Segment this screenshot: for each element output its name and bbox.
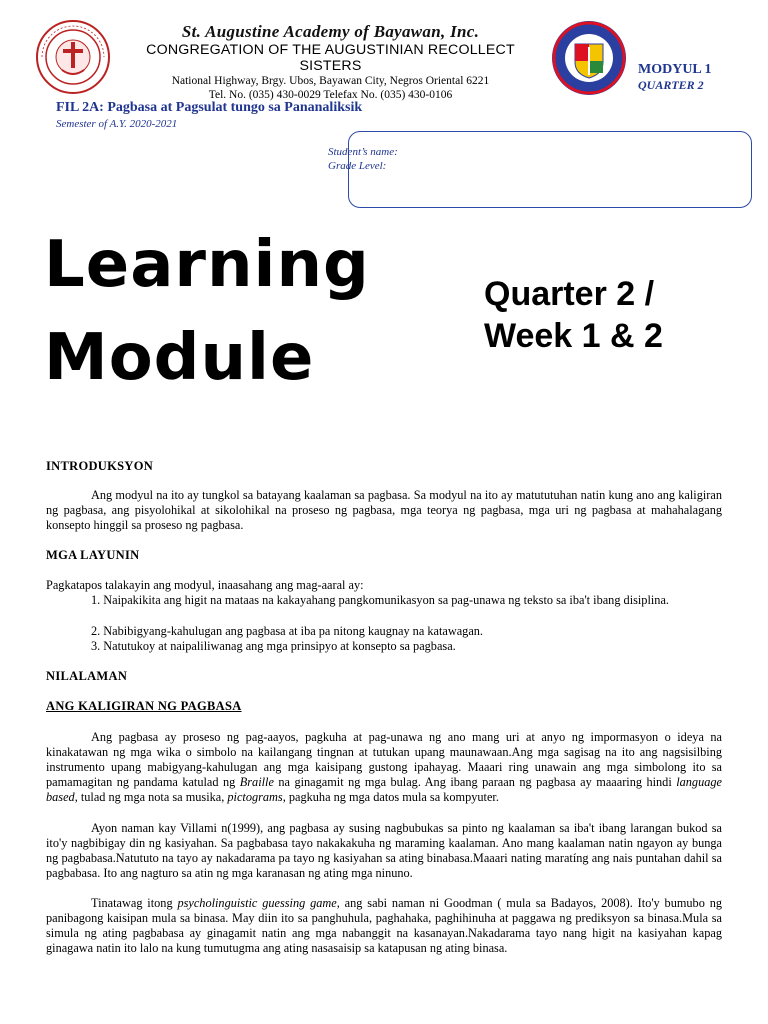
body-paragraph-1 [46, 730, 722, 805]
objective-item: 3. Natutukoy at naipaliliwanag ang mga prinsipyo at konsepto sa pagbasa. [91, 639, 456, 653]
objectives-heading: MGA LAYUNIN [46, 548, 140, 562]
title-module: Module [44, 321, 315, 395]
objective-item: 2. Nabibigyang-kahulugan ang pagbasa at iba pa nitong kaugnay na katawagan. [91, 624, 484, 638]
p1-text: na ginagamit ng mga bulag. Ang ibang paraan ng pagbasa ay maaaring hindi [273, 775, 677, 789]
body-paragraph-2: Ayon naman kay Villami n(1999), ang pagbasa ay susing nagbubukas sa pinto ng kaalaman sa iba't ibang larangan bukod sa ito'y nagbibigay din ng kasiyahan. Sa pagbabasa tayo nakakakuha ng maraming kaalaman. Ano mang kaalaman natin ngayon ay bunga ng pagbabasa.Natututo na tayo ay nakadarama pa tayo ng kasiyahan sa ating binabasa.Maaari nating maratíng ang nais puntahan dahil sa pagbabasa. Ito ang nagturo sa atin ng mga karanasan ng ating mga ninuno. [46, 821, 722, 880]
course-title: FIL 2A: Pagbasa at Pagsulat tungo sa Pananaliksik [56, 100, 363, 115]
p1-text: , tulad ng mga nota sa musika, [74, 790, 228, 804]
body-paragraph-3 [46, 896, 722, 956]
objective-item: 1. Naipakikita ang higit na mataas na kakayahang pangkomunikasyon sa pag-unawa ng teksto sa iba't ibang disiplina. [91, 593, 669, 607]
quarter-label: QUARTER 2 [638, 78, 704, 92]
p3-text: Tinatawag itong [91, 896, 178, 910]
objectives-intro: Pagkatapos talakayin ang modyul, inaasahang ang mag-aaral ay: [46, 578, 364, 592]
intro-heading: INTRODUKSYON [46, 459, 154, 473]
p1-braille: Braille [239, 775, 274, 789]
module-number: MODYUL 1 [638, 62, 712, 77]
grade-level-label: Grade Level: [328, 160, 387, 172]
content-heading: NILALAMAN [46, 669, 128, 683]
semester-label: Semester of A.Y. 2020-2021 [56, 118, 178, 130]
quarter-week-line1: Quarter 2 / [484, 275, 655, 313]
school-seal-icon [551, 20, 627, 96]
p3-text: , ang sabi naman ni Goodman ( mula sa Badayos, 2008). Ito'y bumubo ng panibagong kaisipan mula sa binasa. May diin ito sa panghuhula, paghahaka, paghihinuha at paggawa ng prediksyon sa binasa.Mula sa simula ng ating pagbabasa ay ginagamit natin ang mga nabanggit na kasanayan.Nakadarama tayo nang higit na kasiyahan kapag ginagawa natin ito lalo na kung tumutugma ang ating nasasaisip sa katapusan ng ating binasa. [46, 896, 723, 955]
intro-paragraph: Ang modyul na ito ay tungkol sa batayang kaalaman sa pagbasa. Sa modyul na ito ay matututuhan natin kung ano ang kaligiran ng pagbasa, ang pisyolohikal at sikolohikal na proseso ng pagbasa, mga teorya ng pagbasa, mga uri ng pagbasa at mahahalagang konsepto hinggil sa proseso ng pagbasa. [46, 488, 722, 532]
p1-text: , pagkuha ng mga datos mula sa kompyuter. [282, 790, 499, 804]
kaligiran-heading: ANG KALIGIRAN NG PAGBASA [46, 699, 242, 713]
p1-language-based: language based [46, 775, 722, 804]
congregation-seal-icon [36, 20, 110, 94]
school-phone: Tel. No. (035) 430-0029 Telefax No. (035) 430-0106 [208, 89, 453, 101]
p3-guessing-game: psycholinguistic guessing game [177, 896, 337, 910]
school-address: National Highway, Brgy. Ubos, Bayawan City, Negros Oriental 6221 [171, 75, 490, 87]
p1-text: Ang pagbasa ay proseso ng pag-aayos, pagkuha at pag-unawa ng ano mang uri at anyo ng impormasyon o ideya na kinakatawan ng mga wika o simbolo na kailangang tingnan at tutukan upang maunawaan.Ang mga sagisag na ito ang nagsisilbing instrumento upang mabigyang-kahulugan ang mga kaisipang gustong ipahayag. Maaari ring unawain ang mga simbolong ito sa pamamagitan ng pandama katulad ng [46, 730, 722, 789]
title-learning: Learning [44, 228, 370, 302]
quarter-week-line2: Week 1 & 2 [484, 317, 663, 355]
school-header [118, 22, 543, 102]
student-info-box [348, 131, 752, 208]
p1-pictograms: pictograms [227, 790, 283, 804]
congregation-name: CONGREGATION OF THE AUGUSTINIAN RECOLLECT SISTERS [146, 42, 515, 74]
student-name-label: Student’s name: [328, 146, 398, 158]
school-name: St. Augustine Academy of Bayawan, Inc. [181, 22, 480, 41]
